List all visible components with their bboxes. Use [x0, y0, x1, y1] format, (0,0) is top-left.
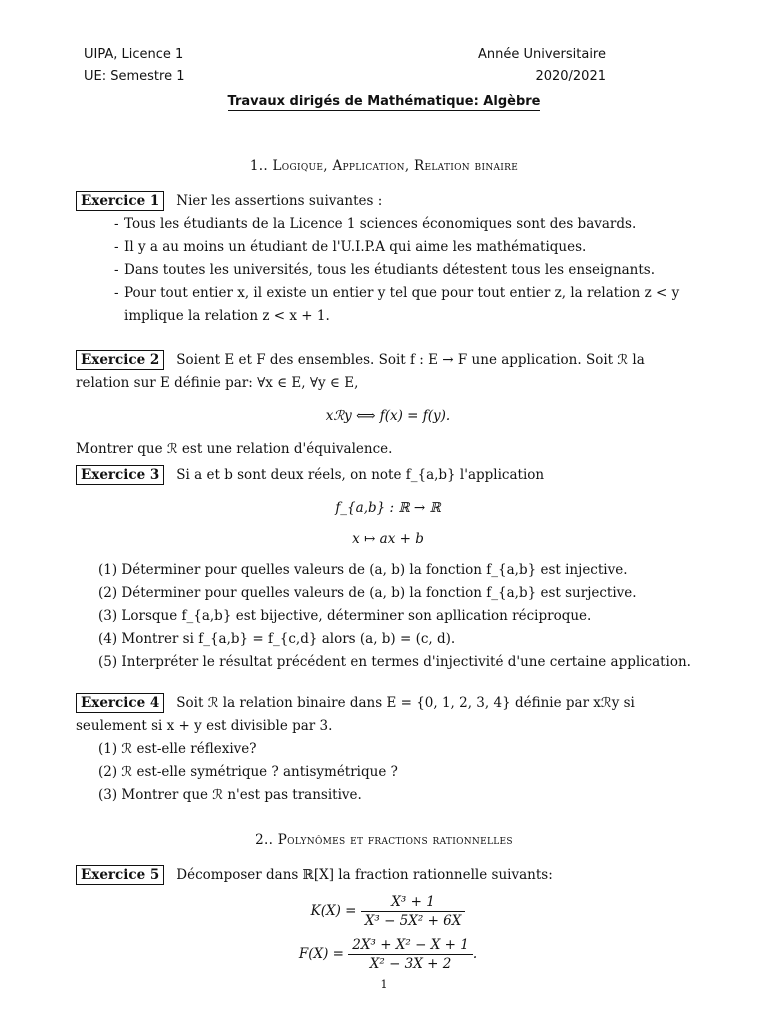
page-title: Travaux dirigés de Mathématique: Algèbre: [227, 94, 541, 109]
header-left: [84, 44, 184, 88]
exercise-5-label: Exercice 5: [76, 865, 164, 885]
section-2-title: Polynômes et fractions rationnelles: [277, 832, 513, 848]
list-item: (1) Déterminer pour quelles valeurs de (a, b) la fonction f_{a,b} est injective.: [98, 562, 628, 578]
list-item: (3) Montrer que ℛ n'est pas transitive.: [98, 787, 362, 803]
exercise-1-intro: Nier les assertions suivantes :: [176, 193, 383, 209]
fraction-F-lhs: F(X) =: [298, 946, 344, 962]
exercise-1-label: Exercice 1: [76, 191, 164, 211]
fraction-K-lhs: K(X) =: [310, 903, 357, 919]
exercise-4-list: [76, 738, 700, 807]
fraction-K: [76, 893, 700, 930]
exercise-3-formula-2: x ↦ ax + b: [352, 531, 424, 547]
fraction-K-numerator: X³ + 1: [361, 893, 466, 912]
list-item: (1) ℛ est-elle réflexive?: [98, 741, 257, 757]
fraction-K-expression: [361, 893, 466, 930]
exercise-3-list: [76, 559, 700, 674]
institution: UIPA, Licence 1: [84, 47, 184, 62]
list-item: (2) Déterminer pour quelles valeurs de (a, b) la fonction f_{a,b} est surjective.: [98, 585, 637, 601]
fraction-F-end: .: [472, 946, 478, 962]
section-2-heading: [0, 832, 768, 848]
fraction-F-denominator: X² − 3X + 2: [369, 956, 452, 972]
exercise-2-formula: xℛy ⟺ f(x) = f(y).: [325, 408, 451, 424]
list-item: - Il y a au moins un étudiant de l'U.I.P.A qui aime les mathématiques.: [114, 239, 587, 255]
exercise-3-text: Si a et b sont deux réels, on note f_{a,b} l'application: [176, 467, 545, 483]
fraction-F-numerator: 2X³ + X² − X + 1: [348, 936, 473, 955]
semester: UE: Semestre 1: [84, 69, 185, 84]
list-item: (5) Interpréter le résultat précédent en termes d'injectivité d'une certaine application.: [98, 654, 691, 670]
exercise-2-conclusion: Montrer que ℛ est une relation d'équivalence.: [76, 441, 393, 457]
fraction-K-denominator: X³ − 5X² + 6X: [364, 913, 462, 929]
exercise-4: [76, 692, 700, 807]
exercise-3: [76, 464, 700, 674]
fraction-F: [76, 936, 700, 973]
list-item: (4) Montrer si f_{a,b} = f_{c,d} alors (a, b) = (c, d).: [98, 631, 456, 647]
exercise-1: [76, 190, 700, 328]
academic-year-label: Année Universitaire: [477, 47, 606, 62]
list-item: - Pour tout entier x, il existe un entier y tel que pour tout entier z, la relation z < y implique la relation z < x + 1.: [114, 285, 680, 324]
header-right: [478, 44, 606, 88]
list-item: (2) ℛ est-elle symétrique ? antisymétrique ?: [98, 764, 398, 780]
exercise-3-label: Exercice 3: [76, 465, 164, 485]
exercise-3-formula-1: f_{a,b} : ℝ → ℝ: [335, 500, 441, 516]
exercise-2-label: Exercice 2: [76, 350, 164, 370]
section-1-number: 1..: [249, 158, 268, 174]
exercise-5: [76, 864, 700, 973]
section-2-number: 2..: [255, 832, 274, 848]
page-number: 1: [380, 978, 388, 991]
exercise-2-text: Soient E et F des ensembles. Soit f : E → F une application. Soit ℛ la relation sur E définie par: ∀x ∈ E, ∀y ∈ E,: [76, 352, 645, 391]
exercise-4-label: Exercice 4: [76, 693, 164, 713]
list-item: - Dans toutes les universités, tous les étudiants détestent tous les enseignants.: [114, 262, 656, 278]
list-item: (3) Lorsque f_{a,b} est bijective, déterminer son apllication réciproque.: [98, 608, 592, 624]
list-item: - Tous les étudiants de la Licence 1 sciences économiques sont des bavards.: [114, 216, 637, 232]
exercise-4-text: Soit ℛ la relation binaire dans E = {0, 1, 2, 3, 4} définie par xℛy si seulement si x + y est divisible par 3.: [76, 695, 635, 734]
section-1-heading: [0, 158, 768, 174]
section-1-title: Logique, Application, Relation binaire: [272, 158, 519, 174]
academic-year: 2020/2021: [535, 69, 606, 84]
exercise-5-text: Décomposer dans ℝ[X] la fraction rationnelle suivants:: [176, 867, 553, 883]
exercise-2: [76, 349, 700, 461]
exercise-1-list: [76, 213, 700, 328]
fraction-F-expression: [348, 936, 473, 973]
